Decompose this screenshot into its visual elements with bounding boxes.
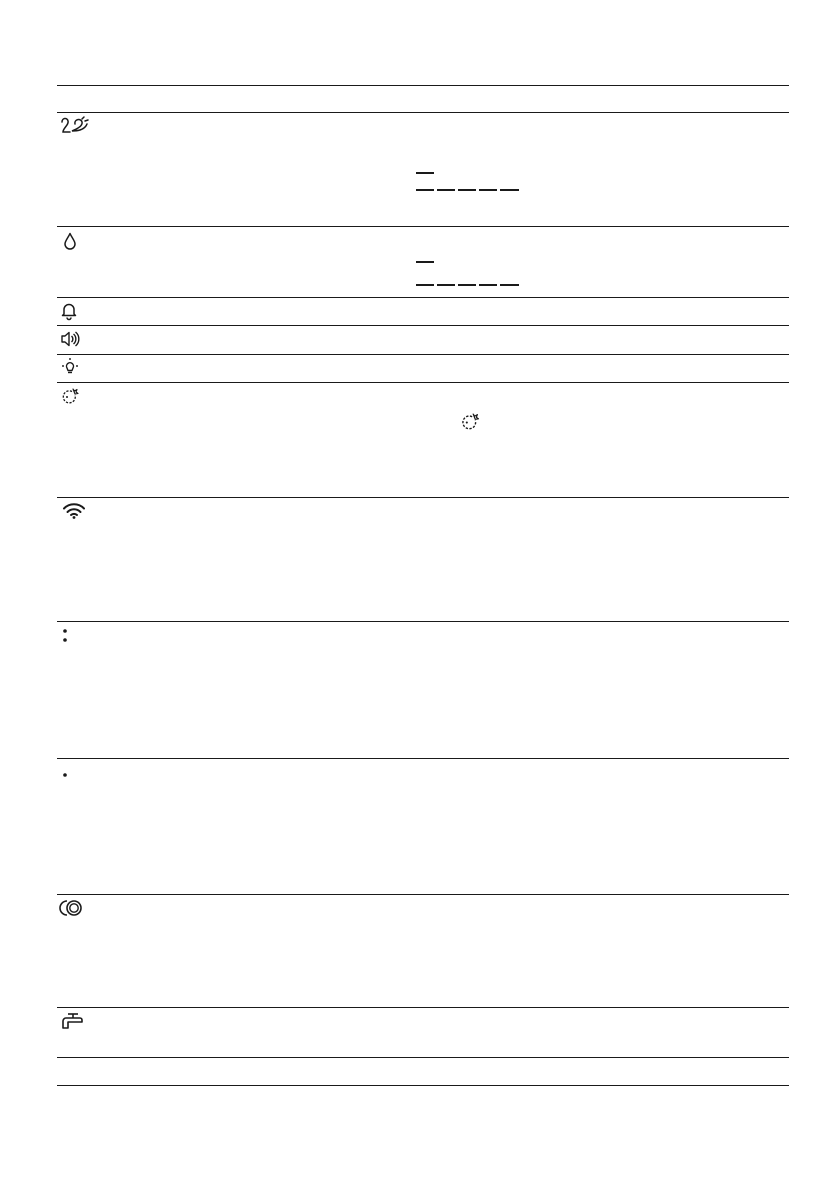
row-divider	[57, 1007, 789, 1008]
row-divider	[57, 621, 789, 622]
lamp-icon	[61, 358, 79, 375]
volume-icon	[61, 331, 79, 347]
water-tap-icon	[62, 1012, 84, 1030]
row-divider	[57, 297, 789, 298]
machine-care-icon	[61, 388, 79, 405]
table-bottom-rule	[57, 1085, 789, 1086]
row-divider	[57, 354, 789, 355]
level-segment	[437, 284, 455, 286]
row-divider	[57, 758, 789, 759]
water-hardness-icon	[63, 232, 77, 250]
bell-icon	[61, 302, 77, 320]
level-segment	[479, 189, 497, 191]
level-current-bar	[416, 172, 434, 174]
machine-care-inline-icon	[460, 413, 480, 431]
level-segment	[479, 284, 497, 286]
row-divider	[57, 497, 789, 498]
level-segment	[458, 284, 476, 286]
dot-icon	[62, 772, 68, 778]
row-divider	[57, 226, 789, 227]
row-divider	[57, 382, 789, 383]
row-divider	[57, 894, 789, 895]
level-segment	[437, 189, 455, 191]
level-segment	[500, 284, 519, 286]
table-top-rule	[57, 85, 789, 86]
wifi-icon	[63, 503, 85, 519]
row-divider	[57, 325, 789, 326]
table-header-rule	[57, 112, 789, 113]
level-segment	[458, 189, 476, 191]
level-segment	[416, 284, 434, 286]
dots-menu-icon	[62, 628, 68, 644]
rinse-aid-icon	[60, 116, 90, 134]
row-divider	[57, 1057, 789, 1058]
level-segment	[500, 189, 519, 191]
level-segment	[416, 189, 434, 191]
dishes-icon	[61, 899, 83, 917]
level-current-bar	[416, 261, 434, 263]
